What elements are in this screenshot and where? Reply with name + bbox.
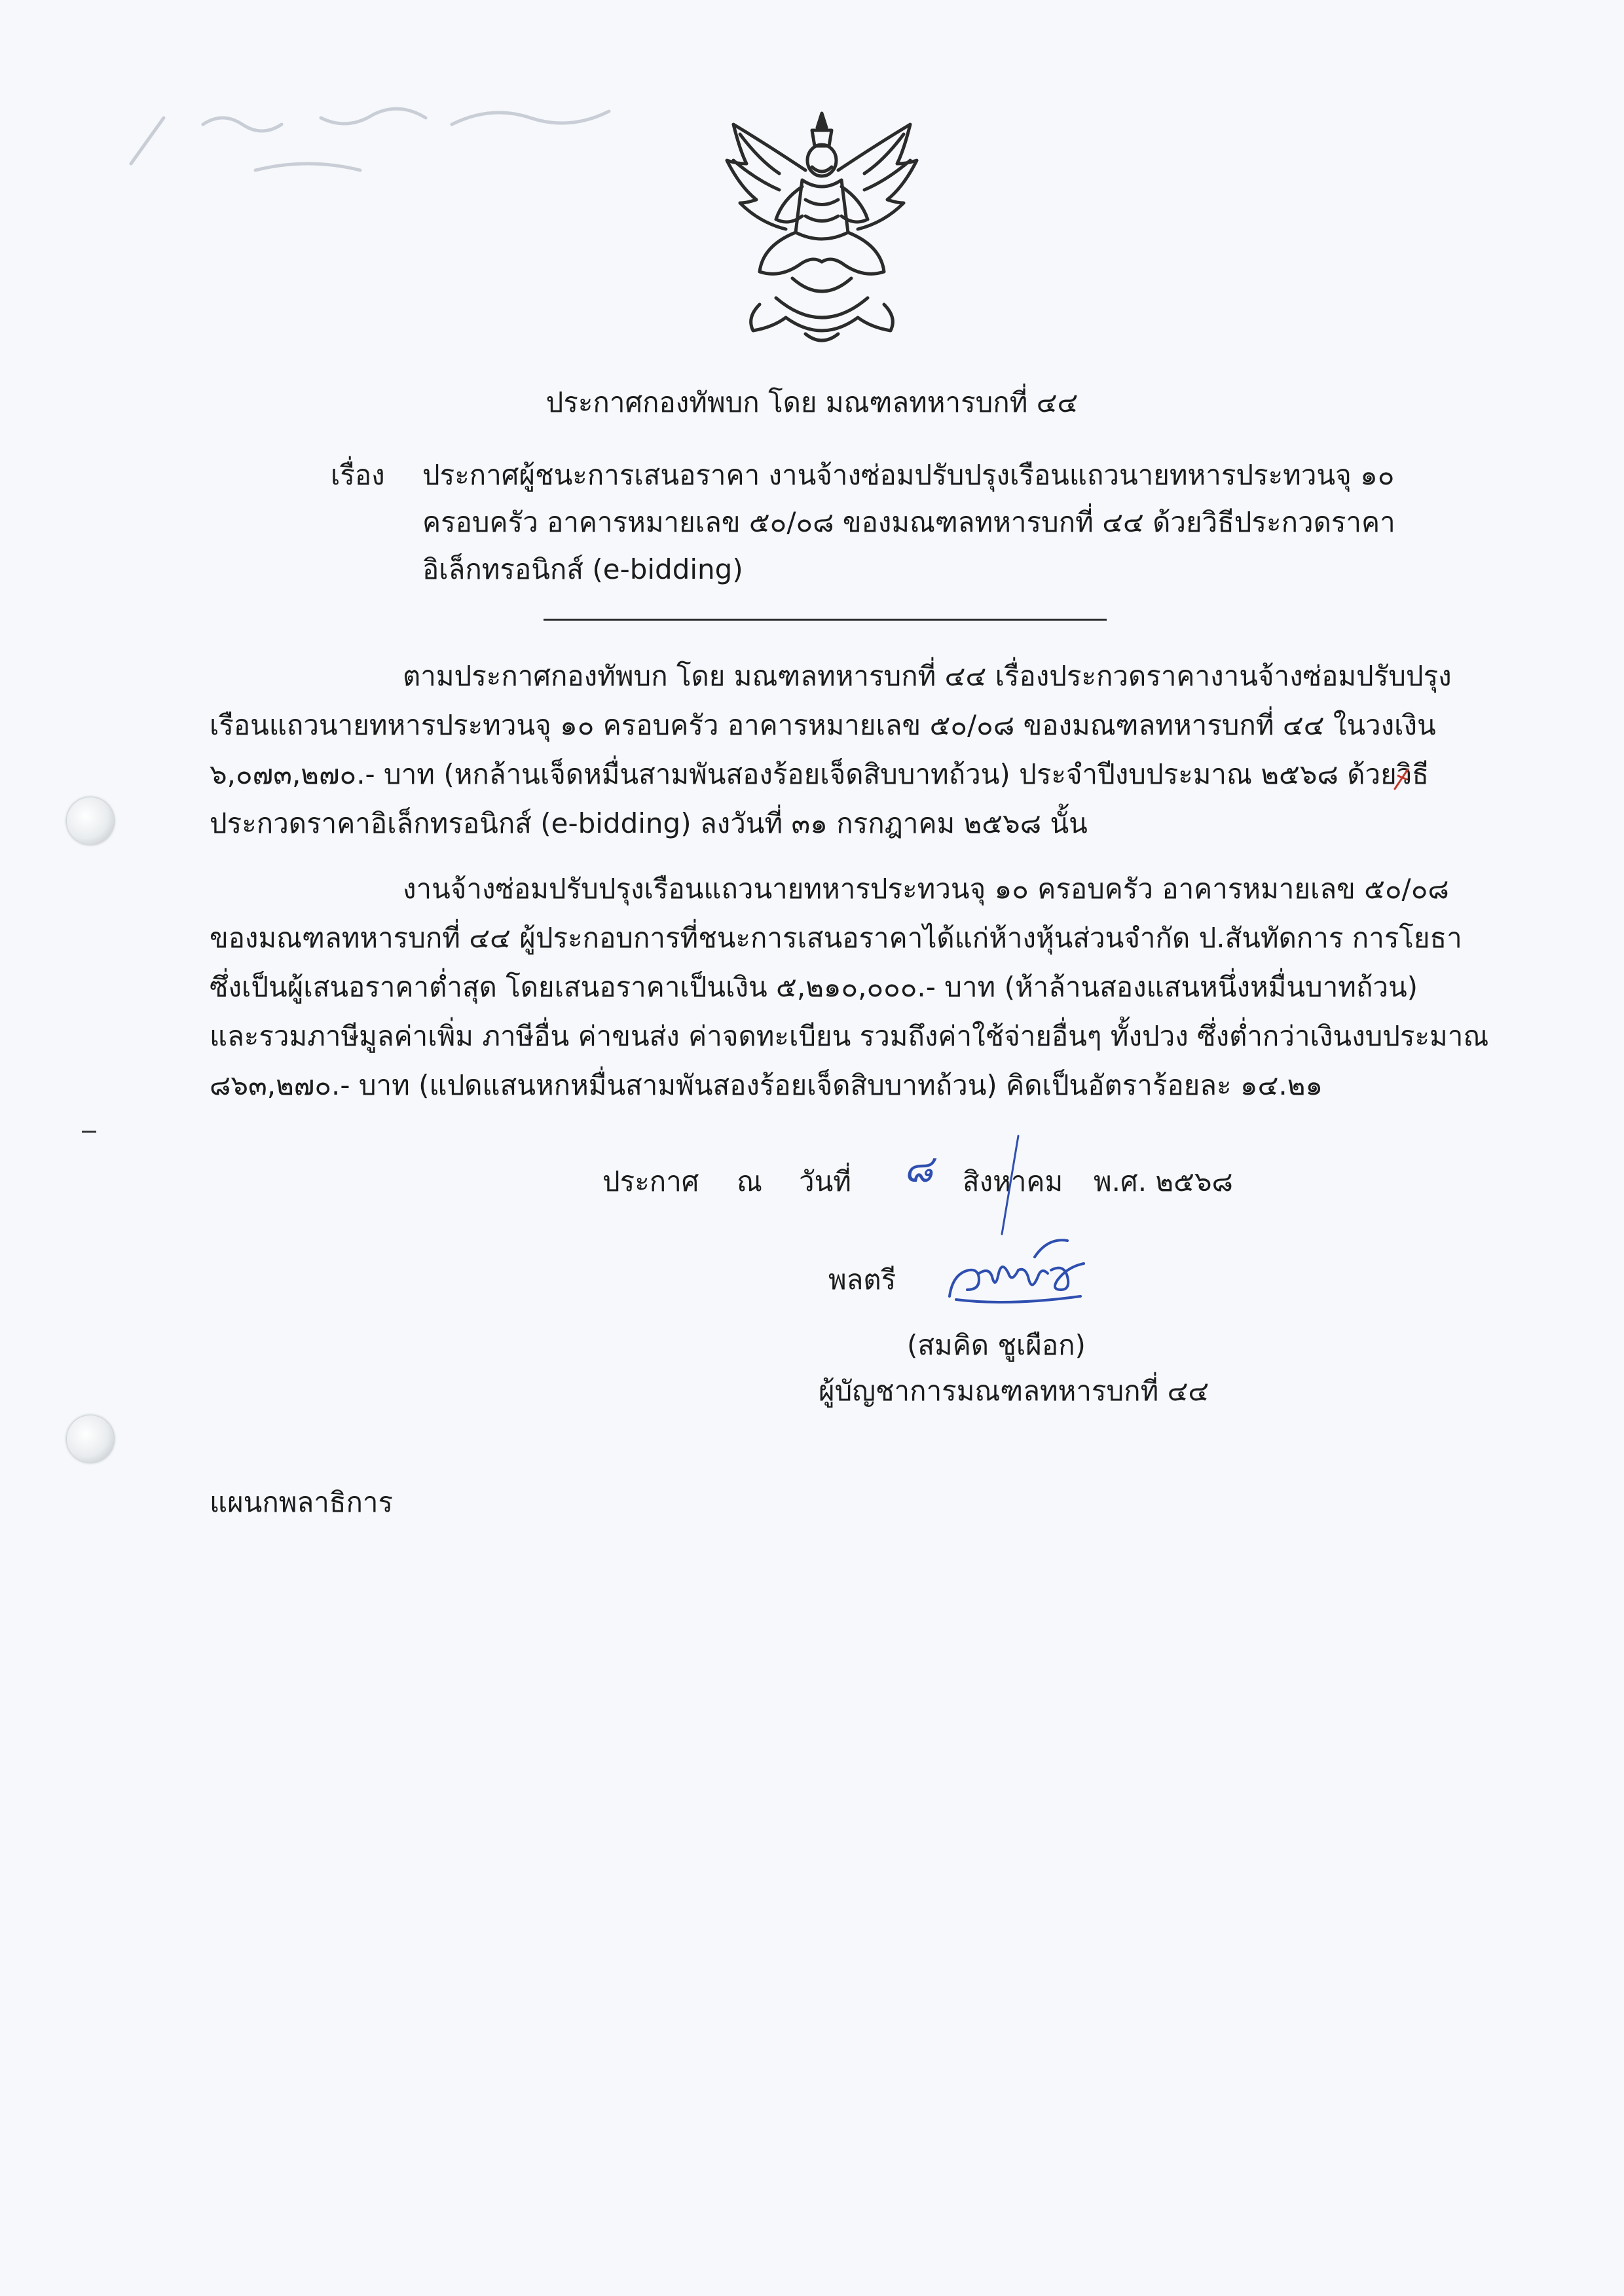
paragraph-line: และรวมภาษีมูลค่าเพิ่ม ภาษีอื่น ค่าขนส่ง ค่าจดทะเบียน รวมถึงค่าใช้จ่ายอื่นๆ ทั้งปวง ซึ่งต่ำกว่าเงินงบประมาณ xyxy=(210,1020,1489,1052)
punch-hole xyxy=(67,797,114,845)
announce-prefix: ประกาศ xyxy=(602,1165,699,1197)
announce-at: ณ xyxy=(737,1165,762,1197)
paragraph-line: เรือนแถวนายทหารประทวนจุ ๑๐ ครอบครัว อาคารหมายเลข ๕๐/๐๘ ของมณฑลทหารบกที่ ๔๔ ในวงเงิน xyxy=(210,709,1436,741)
subject-text xyxy=(422,452,1470,593)
department-label: แผนกพลาธิการ xyxy=(210,1486,394,1518)
signature-stroke xyxy=(989,1133,1028,1237)
signatory-name: (สมคิด ชูเผือก) xyxy=(907,1329,1086,1361)
announce-year: พ.ศ. ๒๕๖๘ xyxy=(1094,1165,1233,1197)
paragraph-line: ตามประกาศกองทัพบก โดย มณฑลทหารบกที่ ๔๔ เรื่องประกวดราคางานจ้างซ่อมปรับปรุง xyxy=(403,660,1452,692)
subject-line: ประกาศผู้ชนะการเสนอราคา งานจ้างซ่อมปรับปรุงเรือนแถวนายทหารประทวนจุ ๑๐ xyxy=(422,459,1395,491)
emboss-smudge xyxy=(124,98,661,190)
body-paragraph-2 xyxy=(210,864,1489,1110)
paragraph-line: ซึ่งเป็นผู้เสนอราคาต่ำสุด โดยเสนอราคาเป็นเงิน ๕,๒๑๐,๐๐๐.- บาท (ห้าล้านสองแสนหนึ่งหมื่นบาทถ้วน) xyxy=(210,971,1418,1003)
body-paragraph-1 xyxy=(210,651,1454,848)
paragraph-line: ๘๖๓,๒๗๐.- บาท (แปดแสนหกหมื่นสามพันสองร้อยเจ็ดสิบบาทถ้วน) คิดเป็นอัตราร้อยละ ๑๔.๒๑ xyxy=(210,1069,1323,1101)
punch-hole xyxy=(67,1415,114,1463)
handwritten-signature xyxy=(943,1234,1094,1309)
margin-mark xyxy=(82,1131,96,1133)
signatory-position: ผู้บัญชาการมณฑลทหารบกที่ ๔๔ xyxy=(819,1375,1209,1407)
paragraph-line: ประกวดราคาอิเล็กทรอนิกส์ (e-bidding) ลงวันที่ ๓๑ กรกฎาคม ๒๕๖๘ นั้น xyxy=(210,807,1088,839)
header-divider xyxy=(544,619,1107,621)
handwritten-day: ๘ xyxy=(904,1146,933,1191)
paragraph-line: งานจ้างซ่อมปรับปรุงเรือนแถวนายทหารประทวนจุ ๑๐ ครอบครัว อาคารหมายเลข ๕๐/๐๘ xyxy=(403,873,1449,905)
subject-line: ครอบครัว อาคารหมายเลข ๕๐/๐๘ ของมณฑลทหารบกที่ ๔๔ ด้วยวิธีประกวดราคา xyxy=(422,506,1395,538)
red-ink-mark xyxy=(1392,766,1411,792)
paragraph-line: ๖,๐๗๓,๒๗๐.- บาท (หกล้านเจ็ดหมื่นสามพันสองร้อยเจ็ดสิบบาทถ้วน) ประจำปีงบประมาณ ๒๕๖๘ ด้วยวิธี xyxy=(210,758,1429,790)
subject-line: อิเล็กทรอนิกส์ (e-bidding) xyxy=(422,553,743,585)
garuda-emblem xyxy=(714,108,930,350)
announce-day-label: วันที่ xyxy=(799,1165,851,1197)
paragraph-line: ของมณฑลทหารบกที่ ๔๔ ผู้ประกอบการที่ชนะการเสนอราคาได้แก่ห้างหุ้นส่วนจำกัด ป.สันทัดการ การโยธา xyxy=(210,922,1462,954)
page-title: ประกาศกองทัพบก โดย มณฑลทหารบกที่ ๔๔ xyxy=(545,386,1079,418)
signatory-rank: พลตรี xyxy=(828,1264,896,1296)
subject-label: เรื่อง xyxy=(331,459,385,491)
announce-month: สิงหาคม xyxy=(963,1165,1063,1197)
